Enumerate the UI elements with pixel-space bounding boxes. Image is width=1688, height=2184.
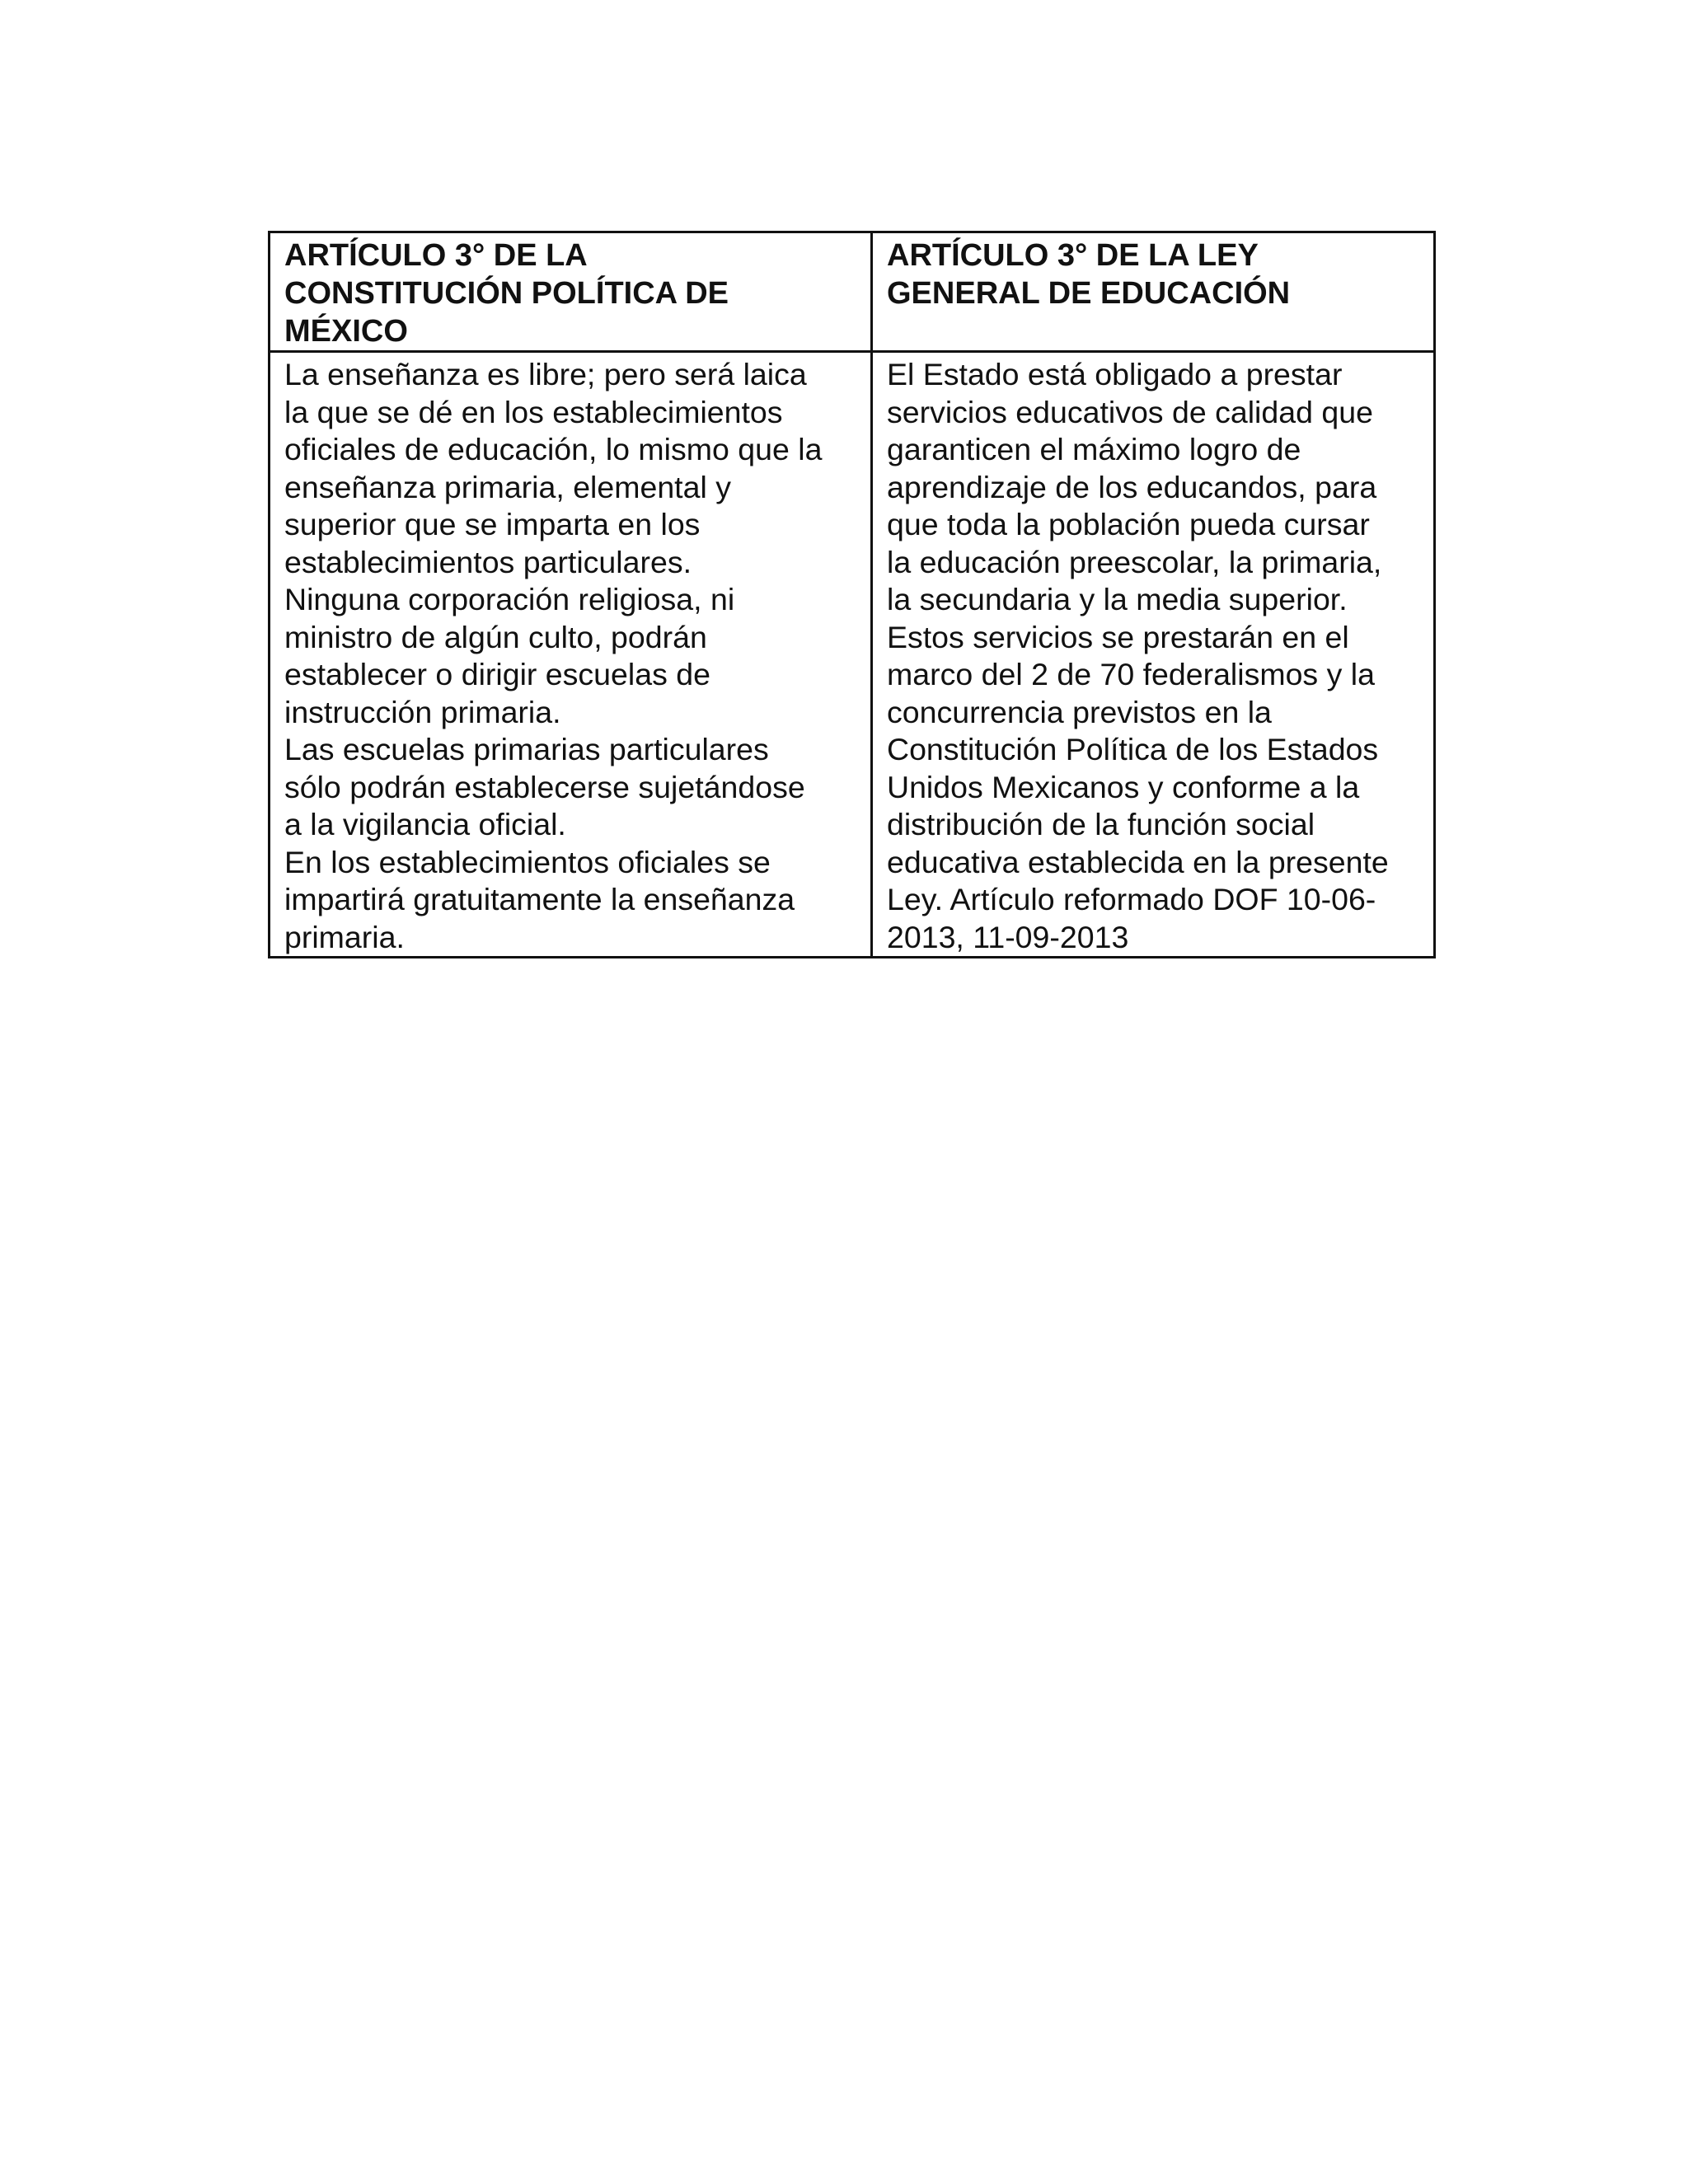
text-line: Unidos Mexicanos y conforme a la [887, 769, 1360, 804]
text-line: impartirá gratuitamente la enseñanza [284, 882, 795, 916]
header-line: CONSTITUCIÓN POLÍTICA DE [284, 276, 729, 311]
text-line: garanticen el máximo logro de [887, 432, 1301, 466]
header-constitucion [270, 232, 872, 352]
text-line: La enseñanza es libre; pero será laica [284, 357, 807, 391]
header-line: ARTÍCULO 3° DE LA LEY [887, 238, 1259, 273]
text-line: superior que se imparta en los [284, 507, 701, 541]
text-line: enseñanza primaria, elemental y [284, 469, 731, 504]
text-line: primaria. [284, 919, 405, 954]
text-line: Estos servicios se prestarán en el [887, 619, 1349, 654]
text-line: la educación preescolar, la primaria, [887, 544, 1382, 579]
text-line: concurrencia previstos en la [887, 694, 1272, 729]
text-line: Las escuelas primarias particulares [284, 732, 769, 766]
text-line: establecimientos particulares. [284, 544, 692, 579]
cell-ley-general-text [872, 352, 1435, 958]
text-line: educativa establecida en la presente [887, 844, 1389, 879]
header-ley-general [872, 232, 1435, 352]
text-line: 2013, 11-09-2013 [887, 919, 1129, 954]
text-line: establecer o dirigir escuelas de [284, 657, 710, 691]
text-line: servicios educativos de calidad que [887, 394, 1373, 429]
header-line: MÉXICO [284, 314, 408, 349]
header-line: GENERAL DE EDUCACIÓN [887, 276, 1291, 311]
comparison-table [268, 231, 1436, 958]
text-line: la que se dé en los establecimientos [284, 394, 783, 429]
cell-constitucion-text [270, 352, 872, 958]
text-line: ministro de algún culto, podrán [284, 619, 707, 654]
text-line: sólo podrán establecerse sujetándose [284, 769, 805, 804]
text-line: distribución de la función social [887, 807, 1315, 841]
text-line: aprendizaje de los educandos, para [887, 469, 1377, 504]
text-line: que toda la población pueda cursar [887, 507, 1370, 541]
text-line: oficiales de educación, lo mismo que la [284, 432, 823, 466]
text-line: marco del 2 de 70 federalismos y la [887, 657, 1375, 691]
text-line: El Estado está obligado a prestar [887, 357, 1343, 391]
header-line: ARTÍCULO 3° DE LA [284, 238, 588, 273]
table-row [270, 352, 1435, 958]
text-line: Ley. Artículo reformado DOF 10-06- [887, 882, 1376, 916]
text-line: instrucción primaria. [284, 694, 561, 729]
text-line: Ninguna corporación religiosa, ni [284, 582, 735, 616]
table-header-row [270, 232, 1435, 352]
text-line: Constitución Política de los Estados [887, 732, 1379, 766]
text-line: a la vigilancia oficial. [284, 807, 566, 841]
text-line: En los establecimientos oficiales se [284, 844, 771, 879]
text-line: la secundaria y la media superior. [887, 582, 1348, 616]
